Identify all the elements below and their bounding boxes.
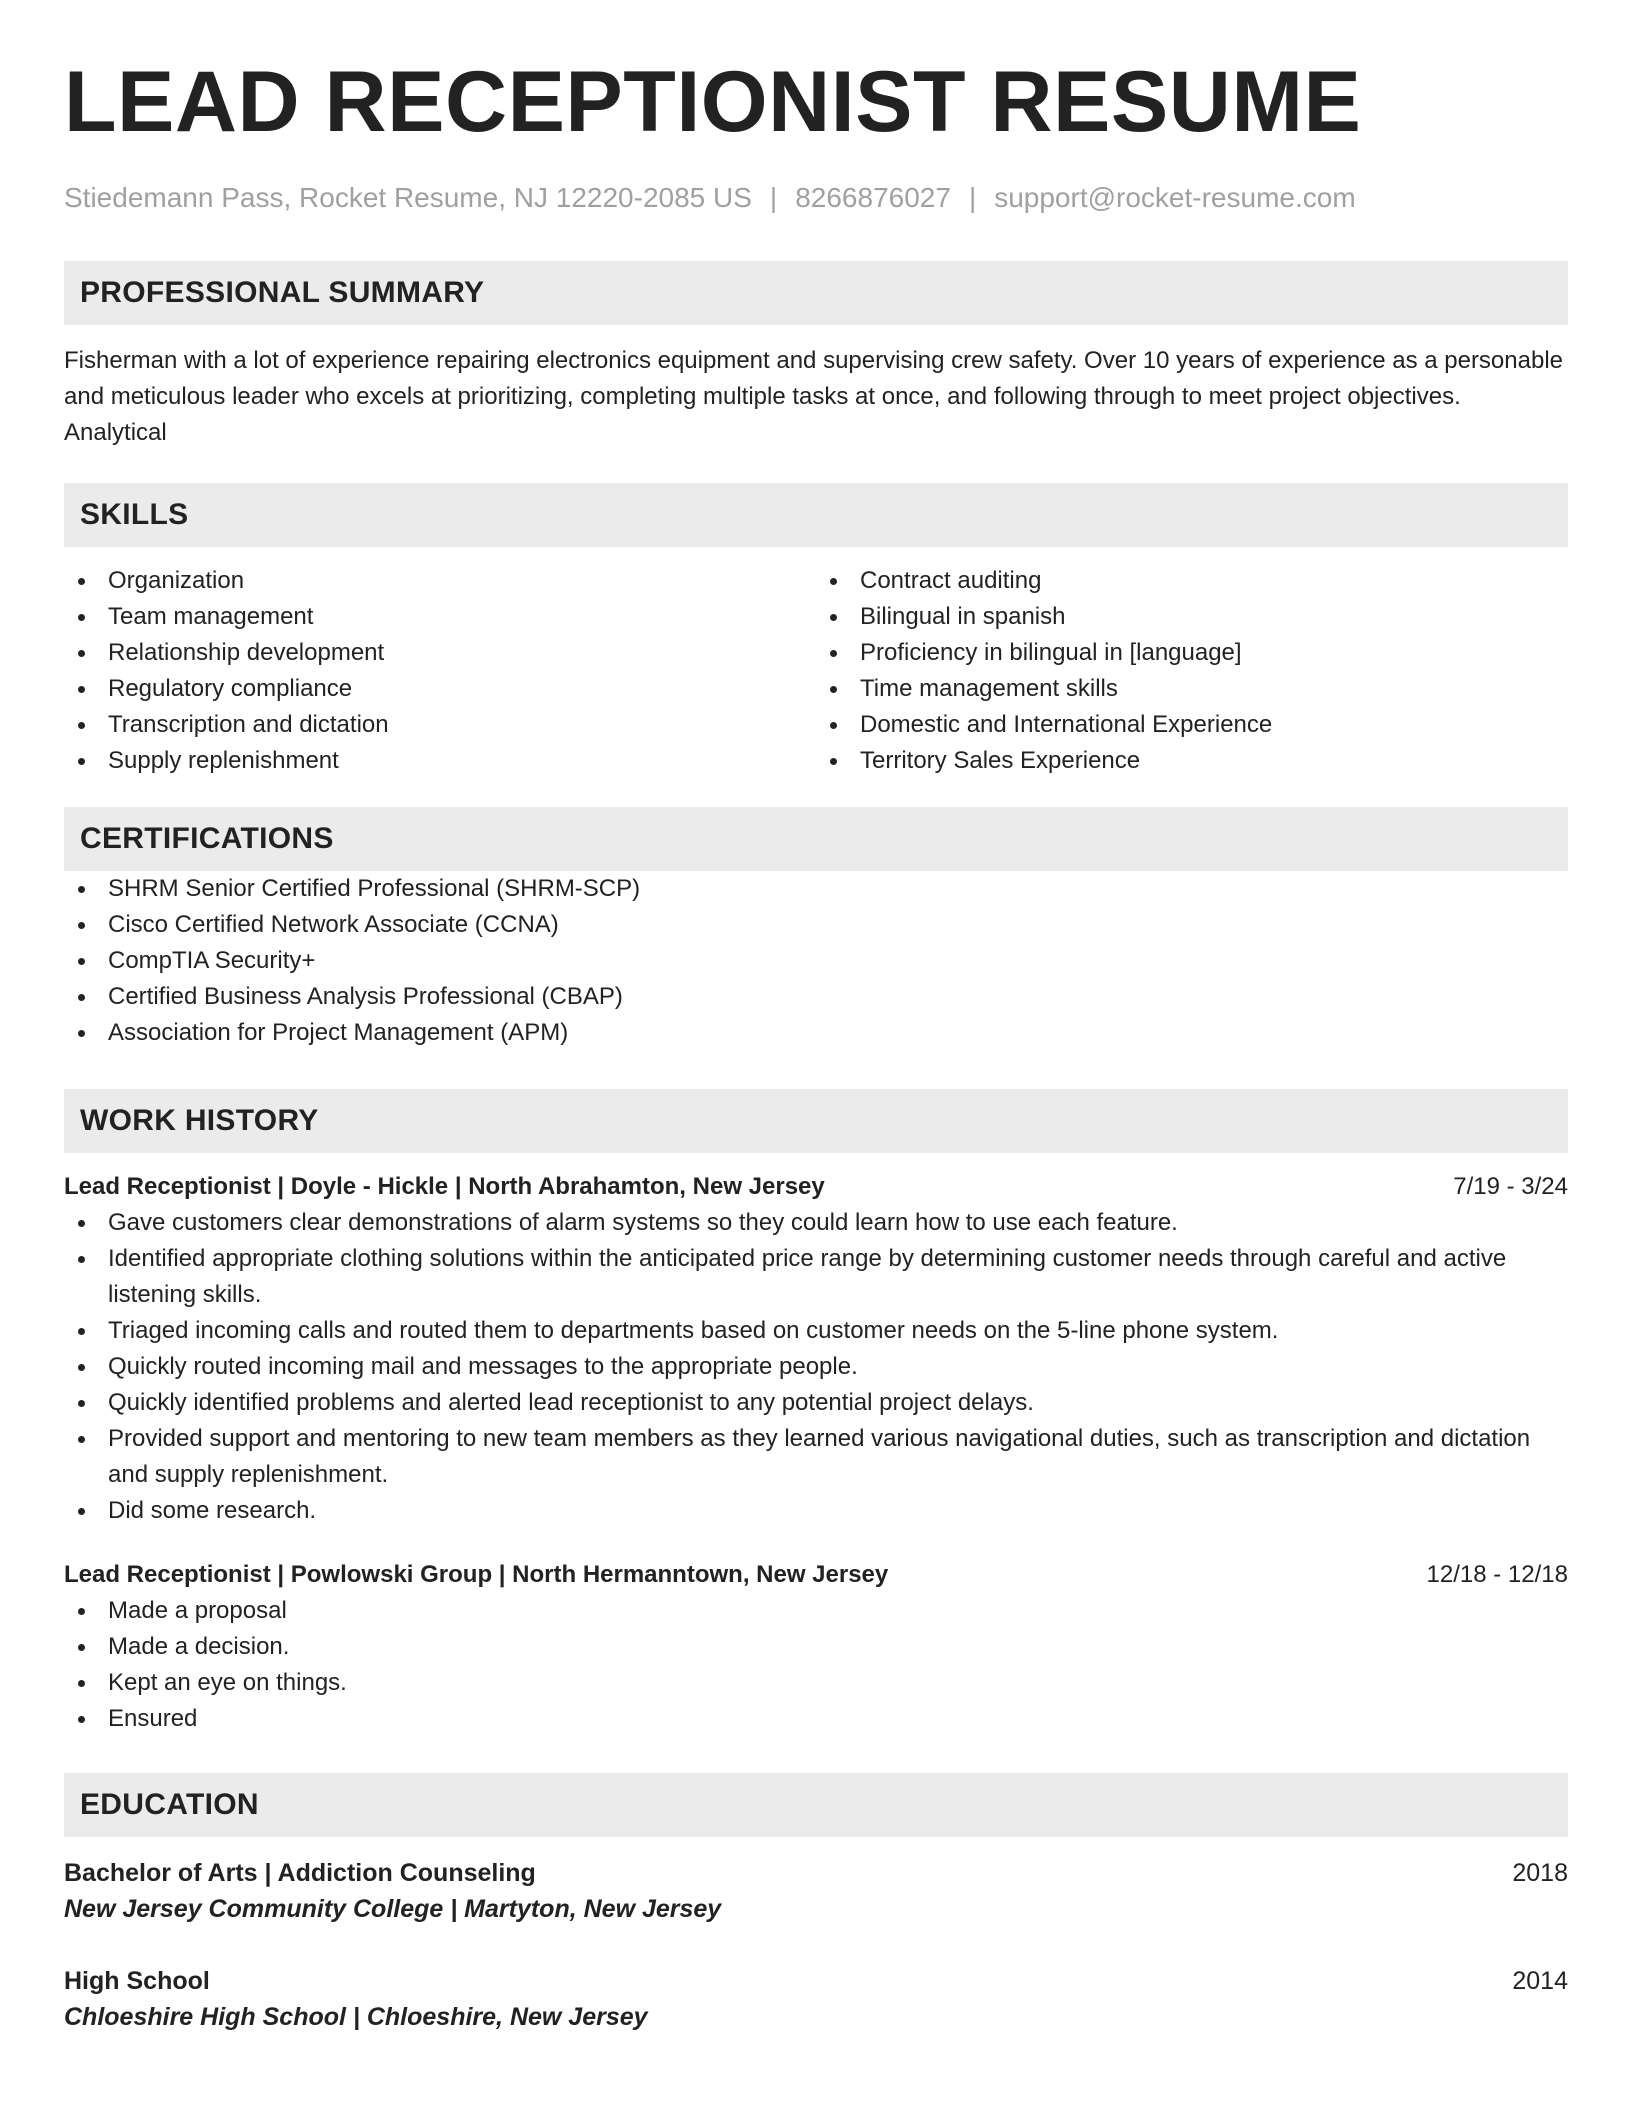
job-bullet: Quickly routed incoming mail and messages to the appropriate people. xyxy=(64,1349,1568,1385)
job-title: Lead Receptionist | Powlowski Group | North Hermanntown, New Jersey xyxy=(64,1561,889,1588)
section-header-summary: PROFESSIONAL SUMMARY xyxy=(64,261,1568,325)
job-bullets xyxy=(64,1205,1568,1529)
skill-item: Territory Sales Experience xyxy=(816,743,1568,779)
certifications-list xyxy=(64,871,1568,1051)
job-bullet: Quickly identified problems and alerted lead receptionist to any potential project delays. xyxy=(64,1385,1568,1421)
job-bullet: Did some research. xyxy=(64,1493,1568,1529)
job-title: Lead Receptionist | Doyle - Hickle | North Abrahamton, New Jersey xyxy=(64,1173,825,1200)
education-header xyxy=(64,1855,1568,1891)
skill-item: Organization xyxy=(64,563,816,599)
skill-item: Proficiency in bilingual in [language] xyxy=(816,635,1568,671)
certification-item: SHRM Senior Certified Professional (SHRM-SCP) xyxy=(64,871,1568,907)
section-header-education: EDUCATION xyxy=(64,1773,1568,1837)
skill-item: Time management skills xyxy=(816,671,1568,707)
skills-column-right xyxy=(816,563,1568,779)
job-bullet: Kept an eye on things. xyxy=(64,1665,1568,1701)
skill-item: Team management xyxy=(64,599,816,635)
skill-item: Regulatory compliance xyxy=(64,671,816,707)
job-bullet: Gave customers clear demonstrations of alarm systems so they could learn how to use each feature. xyxy=(64,1205,1568,1241)
job-dates: 7/19 - 3/24 xyxy=(1453,1173,1568,1200)
skill-item: Supply replenishment xyxy=(64,743,816,779)
contact-line xyxy=(64,180,1568,216)
job-dates: 12/18 - 12/18 xyxy=(1426,1561,1568,1588)
job-bullet: Identified appropriate clothing solutions within the anticipated price range by determining customer needs through careful and active listening skills. xyxy=(64,1241,1568,1313)
education-header xyxy=(64,1963,1568,1999)
contact-address: Stiedemann Pass, Rocket Resume, NJ 12220-2085 US xyxy=(64,182,752,213)
skills-list-left xyxy=(64,563,816,779)
contact-separator: | xyxy=(769,182,778,213)
skill-item: Relationship development xyxy=(64,635,816,671)
section-header-skills: SKILLS xyxy=(64,483,1568,547)
education-school: New Jersey Community College | Martyton, New Jersey xyxy=(64,1895,722,1923)
education-year: 2014 xyxy=(1512,1967,1568,1995)
job-bullet: Provided support and mentoring to new team members as they learned various navigational duties, such as transcription and dictation and supply replenishment. xyxy=(64,1421,1568,1493)
job-bullets xyxy=(64,1593,1568,1737)
skill-item: Contract auditing xyxy=(816,563,1568,599)
skills-list-right xyxy=(816,563,1568,779)
certification-item: Association for Project Management (APM) xyxy=(64,1015,1568,1051)
education-year: 2018 xyxy=(1512,1859,1568,1887)
skills-column-left xyxy=(64,563,816,779)
section-header-certifications: CERTIFICATIONS xyxy=(64,807,1568,871)
job-bullet: Made a proposal xyxy=(64,1593,1568,1629)
skill-item: Bilingual in spanish xyxy=(816,599,1568,635)
contact-separator: | xyxy=(968,182,977,213)
job-header xyxy=(64,1169,1568,1205)
contact-phone: 8266876027 xyxy=(795,182,951,213)
contact-email: support@rocket-resume.com xyxy=(994,182,1356,213)
skill-item: Transcription and dictation xyxy=(64,707,816,743)
certification-item: CompTIA Security+ xyxy=(64,943,1568,979)
summary-text: Fisherman with a lot of experience repairing electronics equipment and supervising crew safety. Over 10 years of experience as a personable and meticulous leader who excels at prioritizing, completing multiple tasks at once, and following through to meet project objectives. Analytical xyxy=(64,347,1564,446)
education-school: Chloeshire High School | Chloeshire, New Jersey xyxy=(64,2003,648,2031)
job-bullet: Triaged incoming calls and routed them to departments based on customer needs on the 5-line phone system. xyxy=(64,1313,1568,1349)
job-header xyxy=(64,1557,1568,1593)
certification-item: Cisco Certified Network Associate (CCNA) xyxy=(64,907,1568,943)
education-degree: Bachelor of Arts | Addiction Counseling xyxy=(64,1859,536,1887)
section-header-work-history: WORK HISTORY xyxy=(64,1089,1568,1153)
skills-columns xyxy=(64,563,1568,779)
education-degree: High School xyxy=(64,1967,210,1995)
job-bullet: Ensured xyxy=(64,1701,1568,1737)
education-item xyxy=(64,1855,1568,1927)
certification-item: Certified Business Analysis Professional (CBAP) xyxy=(64,979,1568,1015)
resume-title: LEAD RECEPTIONIST RESUME xyxy=(64,54,1362,150)
job-bullet: Made a decision. xyxy=(64,1629,1568,1665)
education-item xyxy=(64,1963,1568,2035)
skill-item: Domestic and International Experience xyxy=(816,707,1568,743)
